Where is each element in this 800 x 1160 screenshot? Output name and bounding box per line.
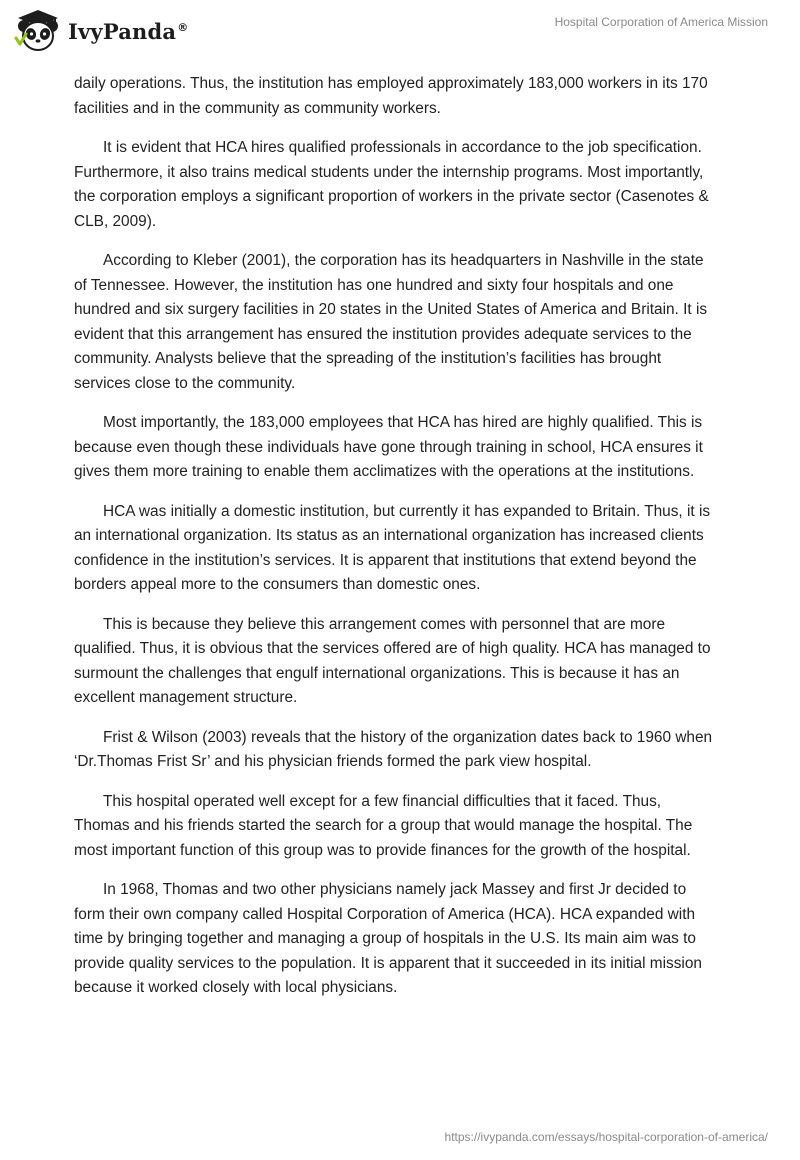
registered-mark: ® [177,20,189,34]
source-url[interactable]: https://ivypanda.com/essays/hospital-corporation-of-america/ [444,1130,768,1144]
paragraph: This hospital operated well except for a few financial difficulties that it faced. Thus, Thomas and his friends started the search for a group that would manage the hospital. The most important function of this group was to provide finances for the growth of the hospital. [74,792,693,859]
panda-icon [14,8,62,54]
page-header [0,0,800,70]
paragraph: In 1968, Thomas and two other physicians namely jack Massey and first Jr decided to form their own company called Hospital Corporation of America (HCA). HCA expanded with time by bringing together and managing a group of hospitals in the U.S. Its main aim was to provide quality services to the population. It is apparent that it succeeded in its initial mission because it worked closely with local physicians. [74,881,702,996]
paragraph: Frist & Wilson (2003) reveals that the history of the organization dates back to 1960 when ‘Dr.Thomas Frist Sr’ and his physician friends formed the park view hospital. [74,728,713,770]
document-title: Hospital Corporation of America Mission [554,15,768,29]
paragraph: This is because they believe this arrangement comes with personnel that are more qualified. Thus, it is obvious that the services offered are of high quality. HCA has managed to surmount the challenges that engulf international organizations. This is because it has an excellent management structure. [74,615,711,706]
essay-body [74,72,720,1016]
paragraph: HCA was initially a domestic institution, but currently it has expanded to Britain. Thus, it is an international organization. Its status as an international organization has increased clients confidence in the institution’s services. It is apparent that institutions that extend beyond the borders appeal more to the consumers than domestic ones. [74,502,711,593]
paragraph: It is evident that HCA hires qualified professionals in accordance to the job specification. Furthermore, it also trains medical students under the internship programs. Most importantly, the corporation employs a significant proportion of workers in the private sector (Casenotes & CLB, 2009). [74,139,709,230]
paragraph: Most importantly, the 183,000 employees that HCA has hired are highly qualified. This is because even though these individuals have gone through training in school, HCA ensures it gives them more training to enable them acclimatizes with the operations at the institutions. [74,414,703,480]
brand-name: IvyPanda® [68,18,189,44]
paragraph: daily operations. Thus, the institution has employed approximately 183,000 workers in its 170 facilities and in the community as community workers. [74,75,708,117]
paragraph: According to Kleber (2001), the corporation has its headquarters in Nashville in the state of Tennessee. However, the institution has one hundred and sixty four hospitals and one hundred and six surgery facilities in 20 states in the United States of America and Britain. It is evident that this arrangement has ensured the institution provides adequate services to the community. Analysts believe that the spreading of the institution’s facilities has brought services close to the community. [74,252,708,392]
ivypanda-logo[interactable] [14,8,188,54]
